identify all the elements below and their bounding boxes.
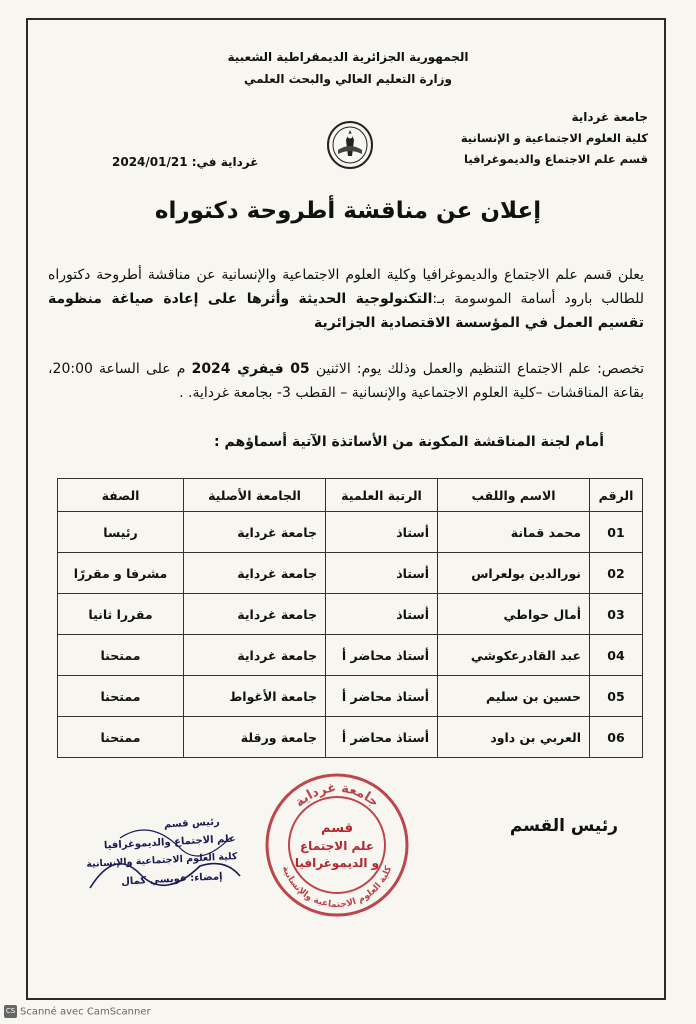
- cell-university: جامعة الأغواط: [184, 676, 326, 717]
- cell-rank: أستاذ: [326, 553, 438, 594]
- table-row: [58, 553, 643, 594]
- announcement-paragraph: [48, 263, 644, 335]
- republic-header: الجمهورية الجزائرية الديمقراطية الشعبية: [227, 50, 469, 64]
- stamp-top-text: جامعة غرداية: [292, 780, 382, 811]
- specialty-text: تخصص: علم الاجتماع التنظيم والعمل وذلك يوم: الاثنين: [315, 361, 645, 377]
- date-line: غرداية في: 2024/01/21: [112, 155, 259, 169]
- stamp-bottom-text: كلية العلوم الاجتماعية والإنسانية: [279, 864, 395, 911]
- cell-role: مقررا ثانيا: [58, 594, 184, 635]
- table-header-row: [58, 479, 643, 512]
- thesis-title: التكنولوجية الحديثة وأثرها على إعادة صياغة منظومة تقسيم العمل في المؤسسة الاقتصادية الجزائرية: [48, 291, 644, 331]
- signature-block: [60, 808, 250, 898]
- svg-text:جامعة غرداية: [292, 781, 381, 811]
- cell-rank: أستاذ محاضر أ: [326, 676, 438, 717]
- sig-line: علم الاجتماع والديموغرافيا: [103, 833, 237, 852]
- cell-num: 02: [590, 553, 643, 594]
- cell-role: ممتحنا: [58, 676, 184, 717]
- cell-rank: أستاذ محاضر أ: [326, 635, 438, 676]
- table-row: [58, 594, 643, 635]
- faculty-name: كلية العلوم الاجتماعية و الإنسانية: [460, 131, 648, 145]
- col-header-name: الاسم واللقب: [438, 479, 590, 512]
- defense-place: بقاعة المناقشات –كلية العلوم الاجتماعية والإنسانية – القطب 3- بجامعة غرداية. .: [179, 385, 644, 401]
- cell-university: جامعة ورقلة: [184, 717, 326, 758]
- cell-rank: أستاذ محاضر أ: [326, 717, 438, 758]
- university-name: جامعة غرداية: [571, 110, 648, 124]
- schedule-paragraph: [48, 357, 644, 405]
- cell-rank: أستاذ: [326, 594, 438, 635]
- stamp-center-line: و الديموغرافيا: [294, 856, 380, 870]
- cell-role: ممتحنا: [58, 717, 184, 758]
- cell-name: محمد قمانة: [438, 512, 590, 553]
- cell-num: 06: [590, 717, 643, 758]
- cell-role: رئيسا: [58, 512, 184, 553]
- sig-line: كلية العلوم الاجتماعية والإنسانية: [86, 851, 238, 870]
- department-head-label: رئيس القسم: [509, 816, 618, 836]
- camscanner-icon: CS: [4, 1005, 17, 1018]
- table-row: [58, 635, 643, 676]
- stamp-center-line: قسم: [321, 821, 353, 836]
- col-header-university: الجامعة الأصلية: [184, 479, 326, 512]
- cell-university: جامعة غرداية: [184, 635, 326, 676]
- cell-university: جامعة غرداية: [184, 512, 326, 553]
- cell-role: ممتحنا: [58, 635, 184, 676]
- col-header-num: الرقم: [590, 479, 643, 512]
- sig-line: رئيس قسم: [163, 816, 221, 831]
- cell-num: 04: [590, 635, 643, 676]
- table-row: [58, 717, 643, 758]
- ministry-header: وزارة التعليم العالي والبحث العلمي: [243, 72, 453, 86]
- announcement-intro: يعلن قسم علم الاجتماع والديموغرافيا وكلية العلوم الاجتماعية والإنسانية عن مناقشة أطروحة دكتوراه للطالب بارود أسامة الموسومة بـ:: [48, 267, 645, 307]
- defense-date: 05 فيفري 2024: [191, 361, 310, 377]
- stamp-center-line: علم الاجتماع: [299, 839, 375, 853]
- page-title: إعلان عن مناقشة أطروحة دكتوراه: [154, 198, 542, 224]
- table-row: [58, 512, 643, 553]
- table-row: [58, 676, 643, 717]
- department-stamp: [262, 770, 412, 920]
- committee-intro: أمام لجنة المناقشة المكونة من الأساتذة الآتية أسماؤهم :: [214, 434, 604, 450]
- cell-rank: أستاذ: [326, 512, 438, 553]
- camscanner-label: Scanné avec CamScanner: [20, 1006, 151, 1018]
- cell-num: 03: [590, 594, 643, 635]
- cell-university: جامعة غرداية: [184, 553, 326, 594]
- cell-name: حسين بن سليم: [438, 676, 590, 717]
- cell-name: عبد القادرعكوشي: [438, 635, 590, 676]
- cell-num: 05: [590, 676, 643, 717]
- col-header-rank: الرتبة العلمية: [326, 479, 438, 512]
- col-header-role: الصفة: [58, 479, 184, 512]
- cell-role: مشرفا و مقررًا: [58, 553, 184, 594]
- jury-table: [57, 478, 643, 758]
- cell-name: أمال حواطي: [438, 594, 590, 635]
- cell-num: 01: [590, 512, 643, 553]
- defense-time: م على الساعة 20:00،: [48, 361, 186, 377]
- sig-line: إمضاء: عويسي كمال: [120, 871, 223, 888]
- cell-name: نورالدين بولعراس: [438, 553, 590, 594]
- cell-name: العربي بن داود: [438, 717, 590, 758]
- cell-university: جامعة غرداية: [184, 594, 326, 635]
- camscanner-footer: [4, 1005, 151, 1018]
- university-logo: [326, 120, 374, 170]
- department-name: قسم علم الاجتماع والديموغرافيا: [464, 152, 648, 166]
